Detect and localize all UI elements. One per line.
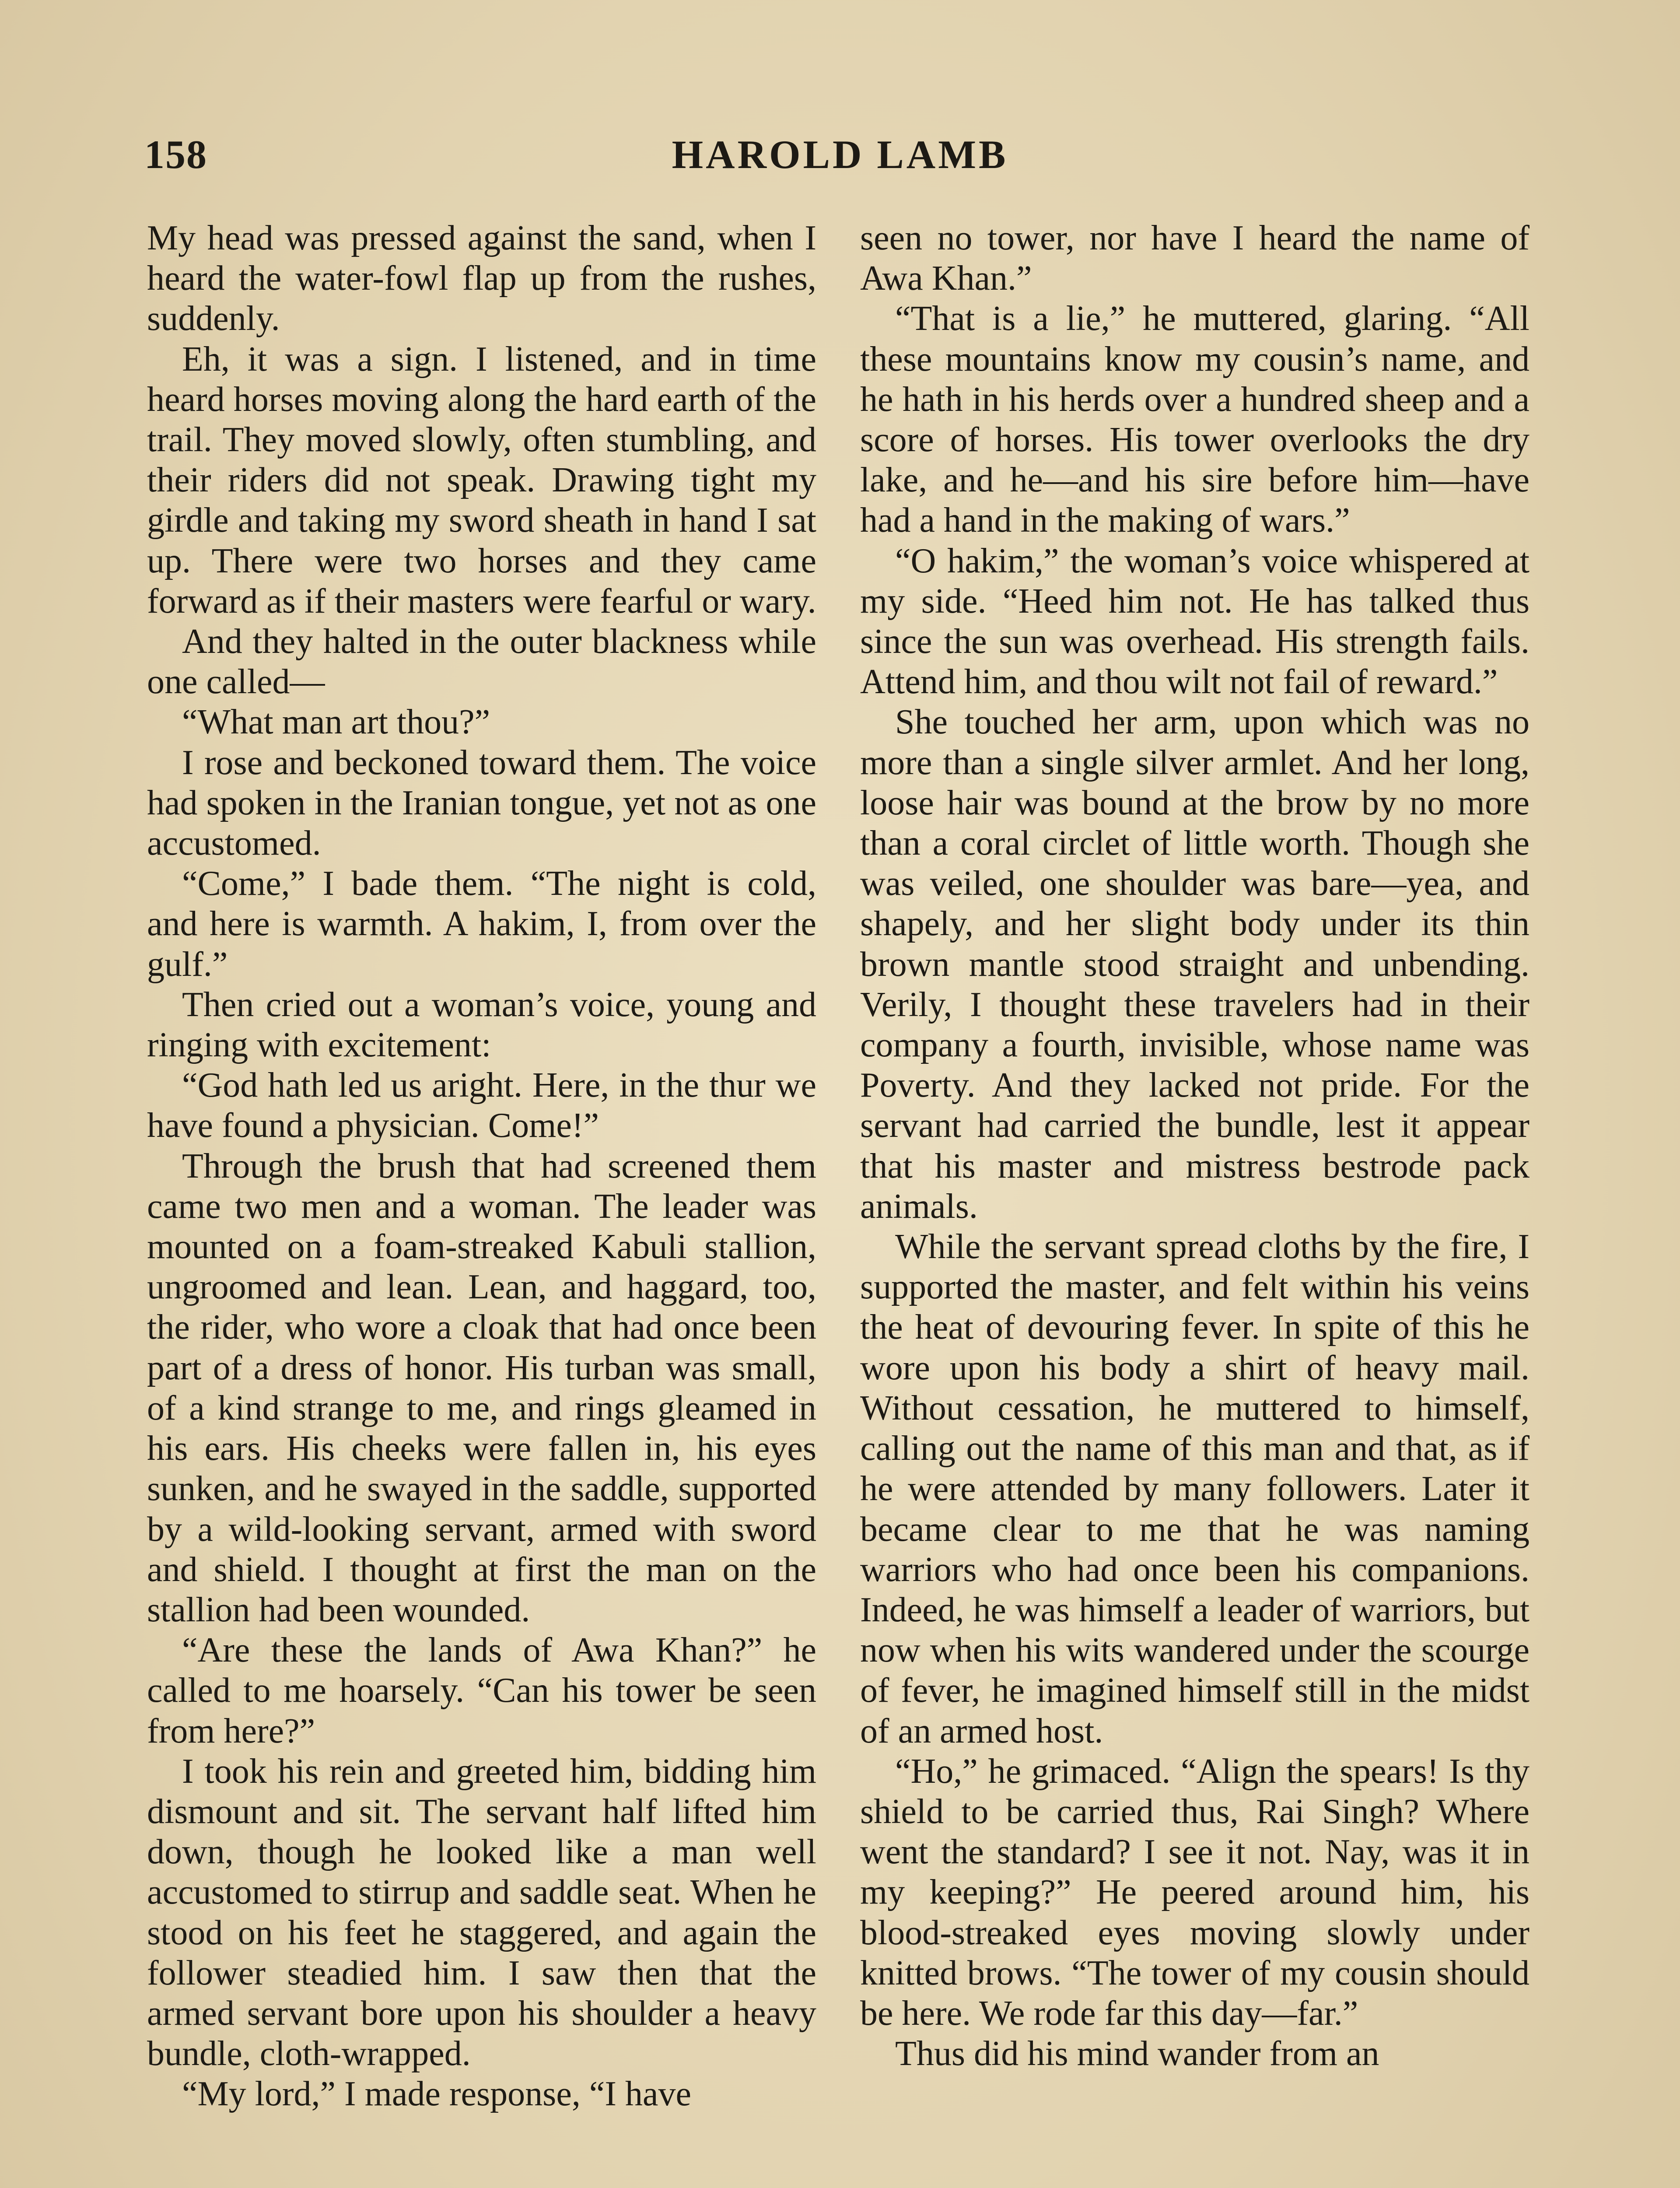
- left-column: [147, 218, 816, 2114]
- paragraph: Thus did his mind wander from an: [895, 2034, 1379, 2073]
- paragraph: While the servant spread cloths by the fire, I supported the master, and felt within his veins the heat of devouring fever. In spite of this he wore upon his body a shirt of heavy mail. Without cessation, he muttered to himself, calling out the name of this man and that, as if he were attended by many followers. Later it became clear to me that he was naming warriors who had once been his companions. Indeed, he was himself a leader of warriors, but now when his wits wandered under the scourge of fever, he imagined himself still in the midst of an armed host.: [860, 1227, 1530, 1750]
- paragraph: Then cried out a woman’s voice, young and ringing with excitement:: [147, 985, 816, 1065]
- paragraph: seen no tower, nor have I heard the name of Awa Khan.”: [860, 219, 1530, 298]
- paragraph: I took his rein and greeted him, bidding him dismount and sit. The servant half lifted him down, though he looked like a man well accustomed to stirrup and saddle seat. When he stood on his feet he staggered, and again the follower steadied him. I saw then that the armed servant bore upon his shoulder a heavy bundle, cloth-wrapped.: [147, 1752, 816, 2073]
- paragraph: “My lord,” I made response, “I have: [182, 2075, 691, 2114]
- paragraph: Eh, it was a sign. I listened, and in time heard horses moving along the hard earth of the trail. They moved slowly, often stumbling, and their riders did not speak. Drawing tight my girdle and taking my sword sheath in hand I sat up. There were two horses and they came forward as if their masters were fearful or wary.: [147, 340, 816, 621]
- paragraph: She touched her arm, upon which was no more than a single silver armlet. And her long, loose hair was bound at the brow by no more than a coral circlet of little worth. Though she was veiled, one shoulder was bare—yea, and shapely, and her slight body under its thin brown mantle stood straight and unbending. Verily, I thought these travelers had in their company a fourth, invisible, whose name was Poverty. And they lacked not pride. For the servant had carried the bundle, lest it appear that his master and mistress bestrode pack animals.: [860, 703, 1530, 1226]
- paragraph: “Come,” I bade them. “The night is cold, and here is warmth. A hakim, I, from over the gulf.”: [147, 864, 816, 984]
- paragraph: “That is a lie,” he muttered, glaring. “All these mountains know my cousin’s name, and he hath in his herds over a hundred sheep and a score of horses. His tower overlooks the dry lake, and he—and his sire before him—have had a hand in the making of wars.”: [860, 299, 1530, 540]
- right-column: [860, 218, 1530, 2074]
- paragraph: “Ho,” he grimaced. “Align the spears! Is thy shield to be carried thus, Rai Singh? Where went the standard? I see it not. Nay, was it in my keeping?” He peered around him, his blood-streaked eyes moving slowly under knitted brows. “The tower of my cousin should be here. We rode far this day—far.”: [860, 1752, 1530, 2033]
- page-header: [144, 131, 1536, 184]
- paragraph: “O hakim,” the woman’s voice whispered at my side. “Heed him not. He has talked thus since the sun was overhead. His strength fails. Attend him, and thou wilt not fail of reward.”: [860, 541, 1530, 701]
- page-number: 158: [144, 132, 207, 177]
- paragraph: “What man art thou?”: [182, 703, 490, 742]
- paragraph: Through the brush that had screened them came two men and a woman. The leader was mounted on a foam-streaked Kabuli stallion, ungroomed and lean. Lean, and haggard, too, the rider, who wore a cloak that had once been part of a dress of honor. His turban was small, of a kind strange to me, and rings gleamed in his ears. His cheeks were fallen in, his eyes sunken, and he swayed in the saddle, supported by a wild-looking servant, armed with sword and shield. I thought at first the man on the stallion had been wounded.: [147, 1147, 816, 1629]
- paragraph: My head was pressed against the sand, when I heard the water-fowl flap up from the rushes, suddenly.: [147, 219, 816, 338]
- running-head: HAROLD LAMB: [672, 132, 1008, 177]
- paragraph: I rose and beckoned toward them. The voice had spoken in the Iranian tongue, yet not as one accustomed.: [147, 743, 816, 863]
- paragraph: And they halted in the outer blackness while one called—: [147, 622, 816, 701]
- paragraph: “God hath led us aright. Here, in the thur we have found a physician. Come!”: [147, 1066, 816, 1145]
- paragraph: “Are these the lands of Awa Khan?” he called to me hoarsely. “Can his tower be seen from here?”: [147, 1631, 816, 1750]
